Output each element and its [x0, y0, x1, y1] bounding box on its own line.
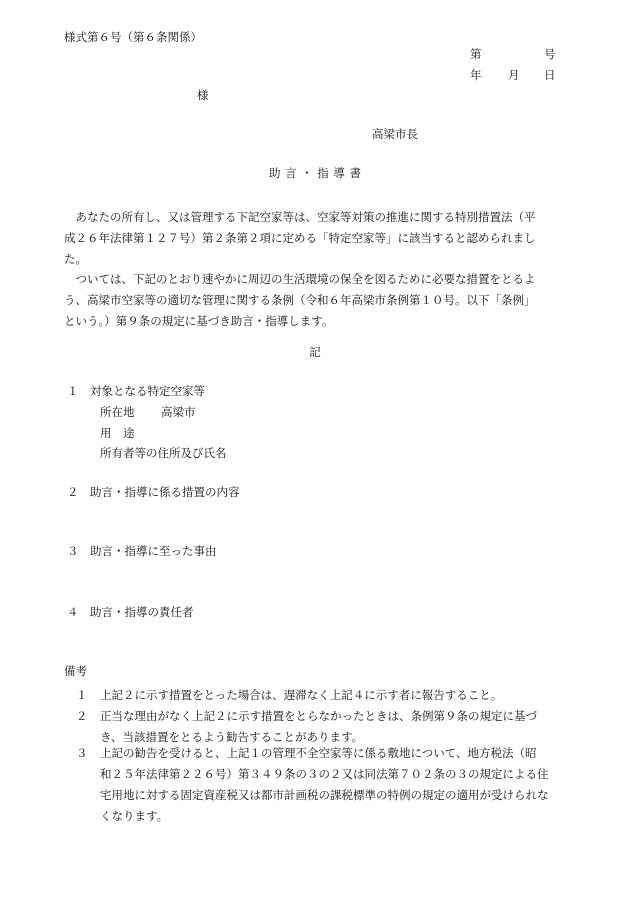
document-number-label: 第	[470, 47, 482, 61]
document-title: 助言・指導書	[268, 166, 366, 180]
note-number: ３	[76, 746, 88, 760]
issuer-name: 高梁市長	[372, 127, 418, 141]
form-number: 様式第６号（第６条関係）	[64, 30, 202, 44]
note-item	[76, 706, 570, 748]
date-month-label: 月	[508, 68, 520, 82]
addressee-suffix: 様	[197, 88, 209, 102]
section-3-heading: ３ 助言・指導に至った事由	[67, 544, 217, 558]
body-paragraph-2: ついては、下記のとおり速やかに周辺の生活環境の保全を図るために必要な措置をとるよ う、高梁市空家等の適切な管理に関する条例（令和６年高梁市条例第１０号。以下「条例」 という。）第９条の規定に基づき助言・指導します。	[64, 272, 536, 328]
note-item	[76, 685, 570, 706]
note-number: １	[76, 688, 88, 702]
location-label: 所在地	[100, 405, 135, 419]
notes-heading: 備考	[64, 664, 87, 678]
ki-heading: 記	[309, 345, 321, 359]
owner-label: 所有者等の住所及び氏名	[100, 446, 227, 460]
note-item	[76, 743, 570, 827]
section-4-heading: ４ 助言・指導の責任者	[67, 605, 194, 619]
location-value: 高梁市	[161, 405, 196, 419]
note-text: 上記の勧告を受けると、上記１の管理不全空家等に係る敷地について、地方税法（昭 和２５年法律第２２６号）第３４９条の３の２又は同法第７０２条の３の規定による住 宅用地に対する固定資産税又は都市計画税の課税標準の特例の規定の適用が受けられな くなります。	[100, 746, 549, 823]
use-label: 用 途	[100, 426, 135, 440]
date-day-label: 日	[544, 68, 556, 82]
section-2-heading: ２ 助言・指導に係る措置の内容	[67, 485, 240, 499]
body-paragraph-1: あなたの所有し、又は管理する下記空家等は、空家等対策の推進に関する特別措置法（平 成２６年法律第１２７号）第２条第２項に定める「特定空家等」に該当すると認められまし た。	[64, 210, 536, 266]
note-text: 正当な理由がなく上記２に示す措置をとらなかったときは、条例第９条の規定に基づ き、当該措置をとるよう勧告することがあります。	[100, 709, 537, 744]
document-number-suffix: 号	[544, 47, 556, 61]
note-text: 上記２に示す措置をとった場合は、遅滞なく上記４に示す者に報告すること。	[100, 688, 503, 702]
date-year-label: 年	[470, 68, 482, 82]
section-1-heading: １ 対象となる特定空家等	[67, 384, 205, 398]
note-number: ２	[76, 709, 88, 723]
